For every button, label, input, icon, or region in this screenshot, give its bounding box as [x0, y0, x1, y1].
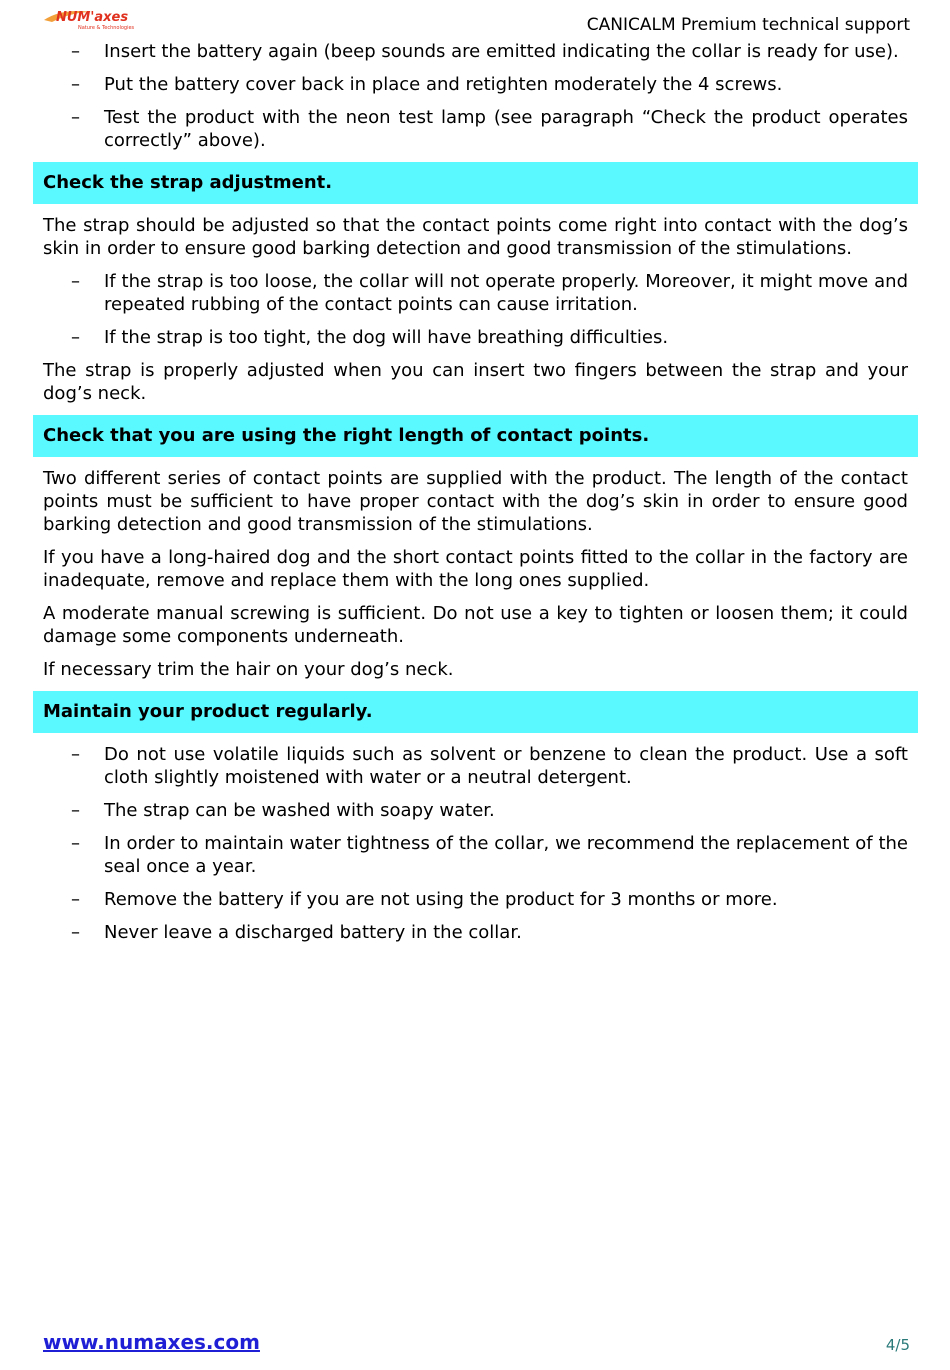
website-link[interactable]: www.numaxes.com: [43, 1330, 260, 1354]
dash-icon: –: [71, 107, 80, 128]
svg-text:Nature & Technologies: Nature & Technologies: [78, 25, 135, 31]
section-heading-contact-points: Check that you are using the right length of contact points.: [33, 415, 918, 457]
paragraph: If necessary trim the hair on your dog’s neck.: [43, 659, 454, 680]
list-item: – If the strap is too tight, the dog will have breathing difficulties.: [71, 327, 669, 348]
paragraph: If you have a long-haired dog and the short contact points fitted to the collar in the factory are inadequate, remove and replace them with the long ones supplied.: [43, 547, 908, 591]
dash-icon: –: [71, 41, 80, 62]
header-title: CANICALM Premium technical support: [586, 15, 910, 35]
list-item: – Test the product with the neon test lamp (see paragraph “Check the product operates correctly” above).: [71, 107, 908, 151]
paragraph: A moderate manual screwing is sufficient. Do not use a key to tighten or loosen them; it could damage some components underneath.: [43, 603, 908, 647]
list-item: – Insert the battery again (beep sounds are emitted indicating the collar is ready for use).: [71, 41, 899, 62]
paragraph: Two different series of contact points are supplied with the product. The length of the contact points must be sufficient to have proper contact with the dog’s skin in order to ensure good barking detection and good transmission of the stimulations.: [43, 468, 908, 535]
list-item: – If the strap is too loose, the collar will not operate properly. Moreover, it might move and repeated rubbing of the contact points can cause irritation.: [71, 271, 908, 315]
svg-text:NUM'axes: NUM'axes: [56, 10, 129, 25]
intro-bullet-list: [43, 40, 908, 152]
section-heading-maintenance: Maintain your product regularly.: [33, 691, 918, 733]
dash-icon: –: [71, 271, 80, 292]
strap-bullet-list: [43, 270, 908, 349]
list-item: – Never leave a discharged battery in the collar.: [71, 922, 522, 943]
document-body: [43, 40, 908, 954]
section-heading-strap: Check the strap adjustment.: [33, 162, 918, 204]
dash-icon: –: [71, 833, 80, 854]
dash-icon: –: [71, 800, 80, 821]
list-item: – Remove the battery if you are not using the product for 3 months or more.: [71, 889, 778, 910]
list-item: – The strap can be washed with soapy water.: [71, 800, 495, 821]
paragraph: The strap should be adjusted so that the contact points come right into contact with the dog’s skin in order to ensure good barking detection and good transmission of the stimulations.: [43, 215, 908, 259]
numaxes-logo: [42, 6, 137, 32]
list-item: – Do not use volatile liquids such as solvent or benzene to clean the product. Use a soft cloth slightly moistened with water or a neutral detergent.: [71, 744, 908, 788]
dash-icon: –: [71, 889, 80, 910]
maintenance-bullet-list: [43, 743, 908, 944]
dash-icon: –: [71, 922, 80, 943]
list-item: – Put the battery cover back in place and retighten moderately the 4 screws.: [71, 74, 783, 95]
list-item: – In order to maintain water tightness of the collar, we recommend the replacement of the seal once a year.: [71, 833, 908, 877]
dash-icon: –: [71, 74, 80, 95]
dash-icon: –: [71, 327, 80, 348]
dash-icon: –: [71, 744, 80, 765]
paragraph: The strap is properly adjusted when you can insert two fingers between the strap and your dog’s neck.: [43, 360, 908, 404]
page-number: 4/5: [885, 1336, 910, 1354]
